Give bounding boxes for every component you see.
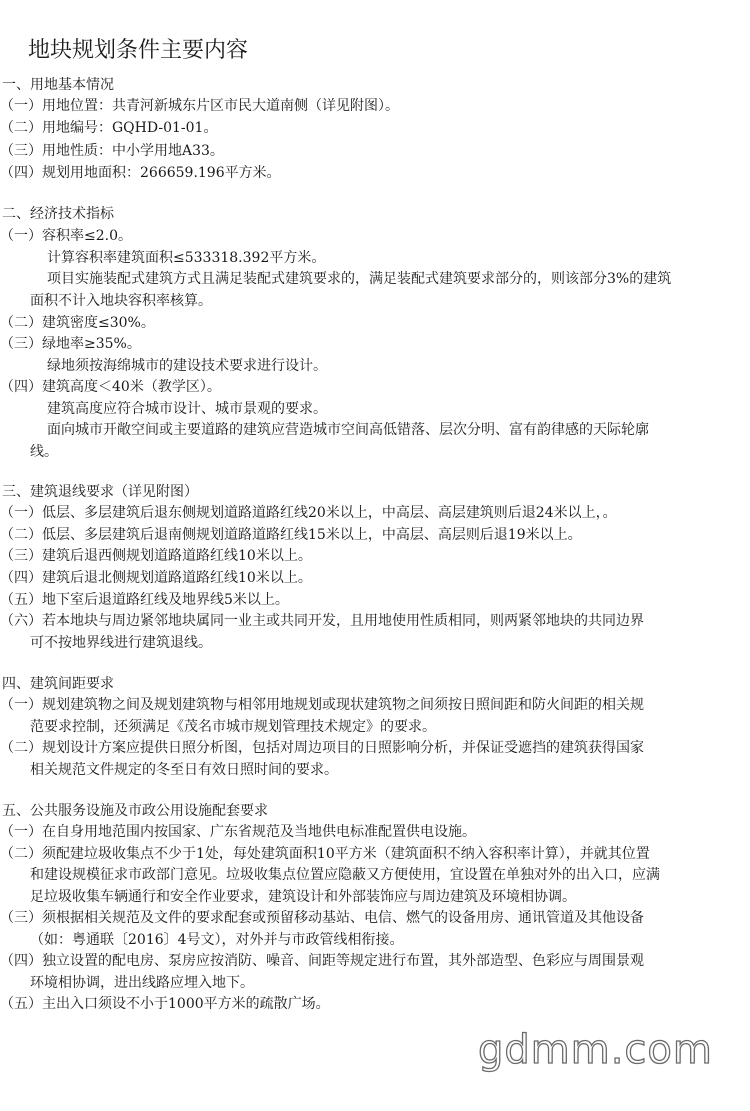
power-pump-rooms-cont: 环境相协调，进出线路应埋入地下。 xyxy=(30,975,254,991)
power-supply: （一）在自身用地范围内按国家、广东省规范及当地供电标准配置供电设施。 xyxy=(0,824,476,840)
garbage-collection-cont1: 和建设规模征求市政部门意见。垃圾收集点位置应隐蔽又方便使用，宜设置在单独对外的出入口，应满 xyxy=(30,867,660,883)
sunlight-analysis: （二）规划设计方案应提供日照分析图，包括对周边项目的日照影响分析，并保证受遮挡的建筑获得国家 xyxy=(0,740,644,756)
section-heading-basic-info: 一、用地基本情况 xyxy=(2,77,114,93)
prefab-building-note-cont: 面积不计入地块容积率核算。 xyxy=(30,293,212,309)
setback-shared-boundary-cont: 可不按地界线进行建筑退线。 xyxy=(30,635,212,651)
section-heading-spacing: 四、建筑间距要求 xyxy=(2,676,114,692)
garbage-collection-cont2: 足垃圾收集车辆通行和安全作业要求，建筑设计和外部装饰应与周边建筑及环境相协调。 xyxy=(30,889,576,905)
sponge-city-note: 绿地须按海绵城市的建设技术要求进行设计。 xyxy=(47,358,327,374)
setback-shared-boundary: （六）若本地块与周边紧邻地块属同一业主或共同开发，且用地使用性质相同，则两紧邻地块的共同边界 xyxy=(0,613,644,629)
spacing-rule: （一）规划建筑物之间及规划建筑物与相邻用地规划或现状建筑物之间须按日照间距和防火间距的相关规 xyxy=(0,697,644,713)
section-heading-public-facilities: 五、公共服务设施及市政公用设施配套要求 xyxy=(2,803,268,819)
setback-south: （二）低层、多层建筑后退南侧规划道路道路红线15米以上，中高层、高层则后退19米以上。 xyxy=(0,527,582,543)
land-location: （一）用地位置：共青河新城东片区市民大道南侧（详见附图）。 xyxy=(0,98,399,114)
sunlight-analysis-cont: 相关规范文件规定的冬至日有效日照时间的要求。 xyxy=(30,762,338,778)
power-pump-rooms: （四）独立设置的配电房、泵房应按消防、噪音、间距等规定进行布置，其外部造型、色彩应与周围景观 xyxy=(0,953,644,969)
telecom-facilities: （三）须根据相关规范及文件的要求配套或预留移动基站、电信、燃气的设备用房、通讯管道及其他设备 xyxy=(0,910,644,926)
land-use-type: （三）用地性质：中小学用地A33。 xyxy=(0,143,224,159)
land-code: （二）用地编号：GQHD-01-01。 xyxy=(0,120,218,136)
setback-north: （四）建筑后退北侧规划道路道路红线10米以上。 xyxy=(0,570,312,586)
setback-basement: （五）地下室后退道路红线及地界线5米以上。 xyxy=(0,592,289,608)
building-height-design-note: 建筑高度应符合城市设计、城市景观的要求。 xyxy=(47,401,327,417)
skyline-note: 面向城市开敞空间或主要道路的建筑应营造城市空间高低错落、层次分明、富有韵律感的天际轮廓 xyxy=(47,422,649,438)
garbage-collection: （二）须配建垃圾收集点不少于1处，每处建筑面积10平方米（建筑面积不纳入容积率计算），并就其位置 xyxy=(0,846,650,862)
section-heading-setback: 三、建筑退线要求（详见附图） xyxy=(2,484,198,500)
building-density: （二）建筑密度≤30%。 xyxy=(0,315,155,331)
land-area: （四）规划用地面积：266659.196平方米。 xyxy=(0,165,281,181)
page-title: 地块规划条件主要内容 xyxy=(28,38,249,63)
setback-west: （三）建筑后退西侧规划道路道路红线10米以上。 xyxy=(0,548,312,564)
building-height: （四）建筑高度＜40米（教学区）。 xyxy=(0,379,221,395)
setback-east: （一）低层、多层建筑后退东侧规划道路道路红线20米以上，中高层、高层建筑则后退24米以上，。 xyxy=(0,505,617,521)
skyline-note-cont: 线。 xyxy=(30,444,58,460)
watermark-logo: gdmm.com xyxy=(478,1027,713,1073)
green-ratio: （三）绿地率≥35%。 xyxy=(0,336,141,352)
section-heading-economic-indicators: 二、经济技术指标 xyxy=(2,206,114,222)
plot-ratio-floor-area: 计算容积率建筑面积≤533318.392平方米。 xyxy=(47,250,326,266)
plot-ratio: （一）容积率≤2.0。 xyxy=(0,228,132,244)
spacing-rule-cont: 范要求控制，还须满足《茂名市城市规划管理技术规定》的要求。 xyxy=(30,719,436,735)
telecom-facilities-cont: （如：粤通联〔2016〕4号文），对外并与市政管线相衔接。 xyxy=(30,932,404,948)
prefab-building-note: 项目实施装配式建筑方式且满足装配式建筑要求的，满足装配式建筑要求部分的，则该部分3%的建筑 xyxy=(47,271,672,287)
evacuation-plaza: （五）主出入口须设不小于1000平方米的疏散广场。 xyxy=(0,996,330,1012)
